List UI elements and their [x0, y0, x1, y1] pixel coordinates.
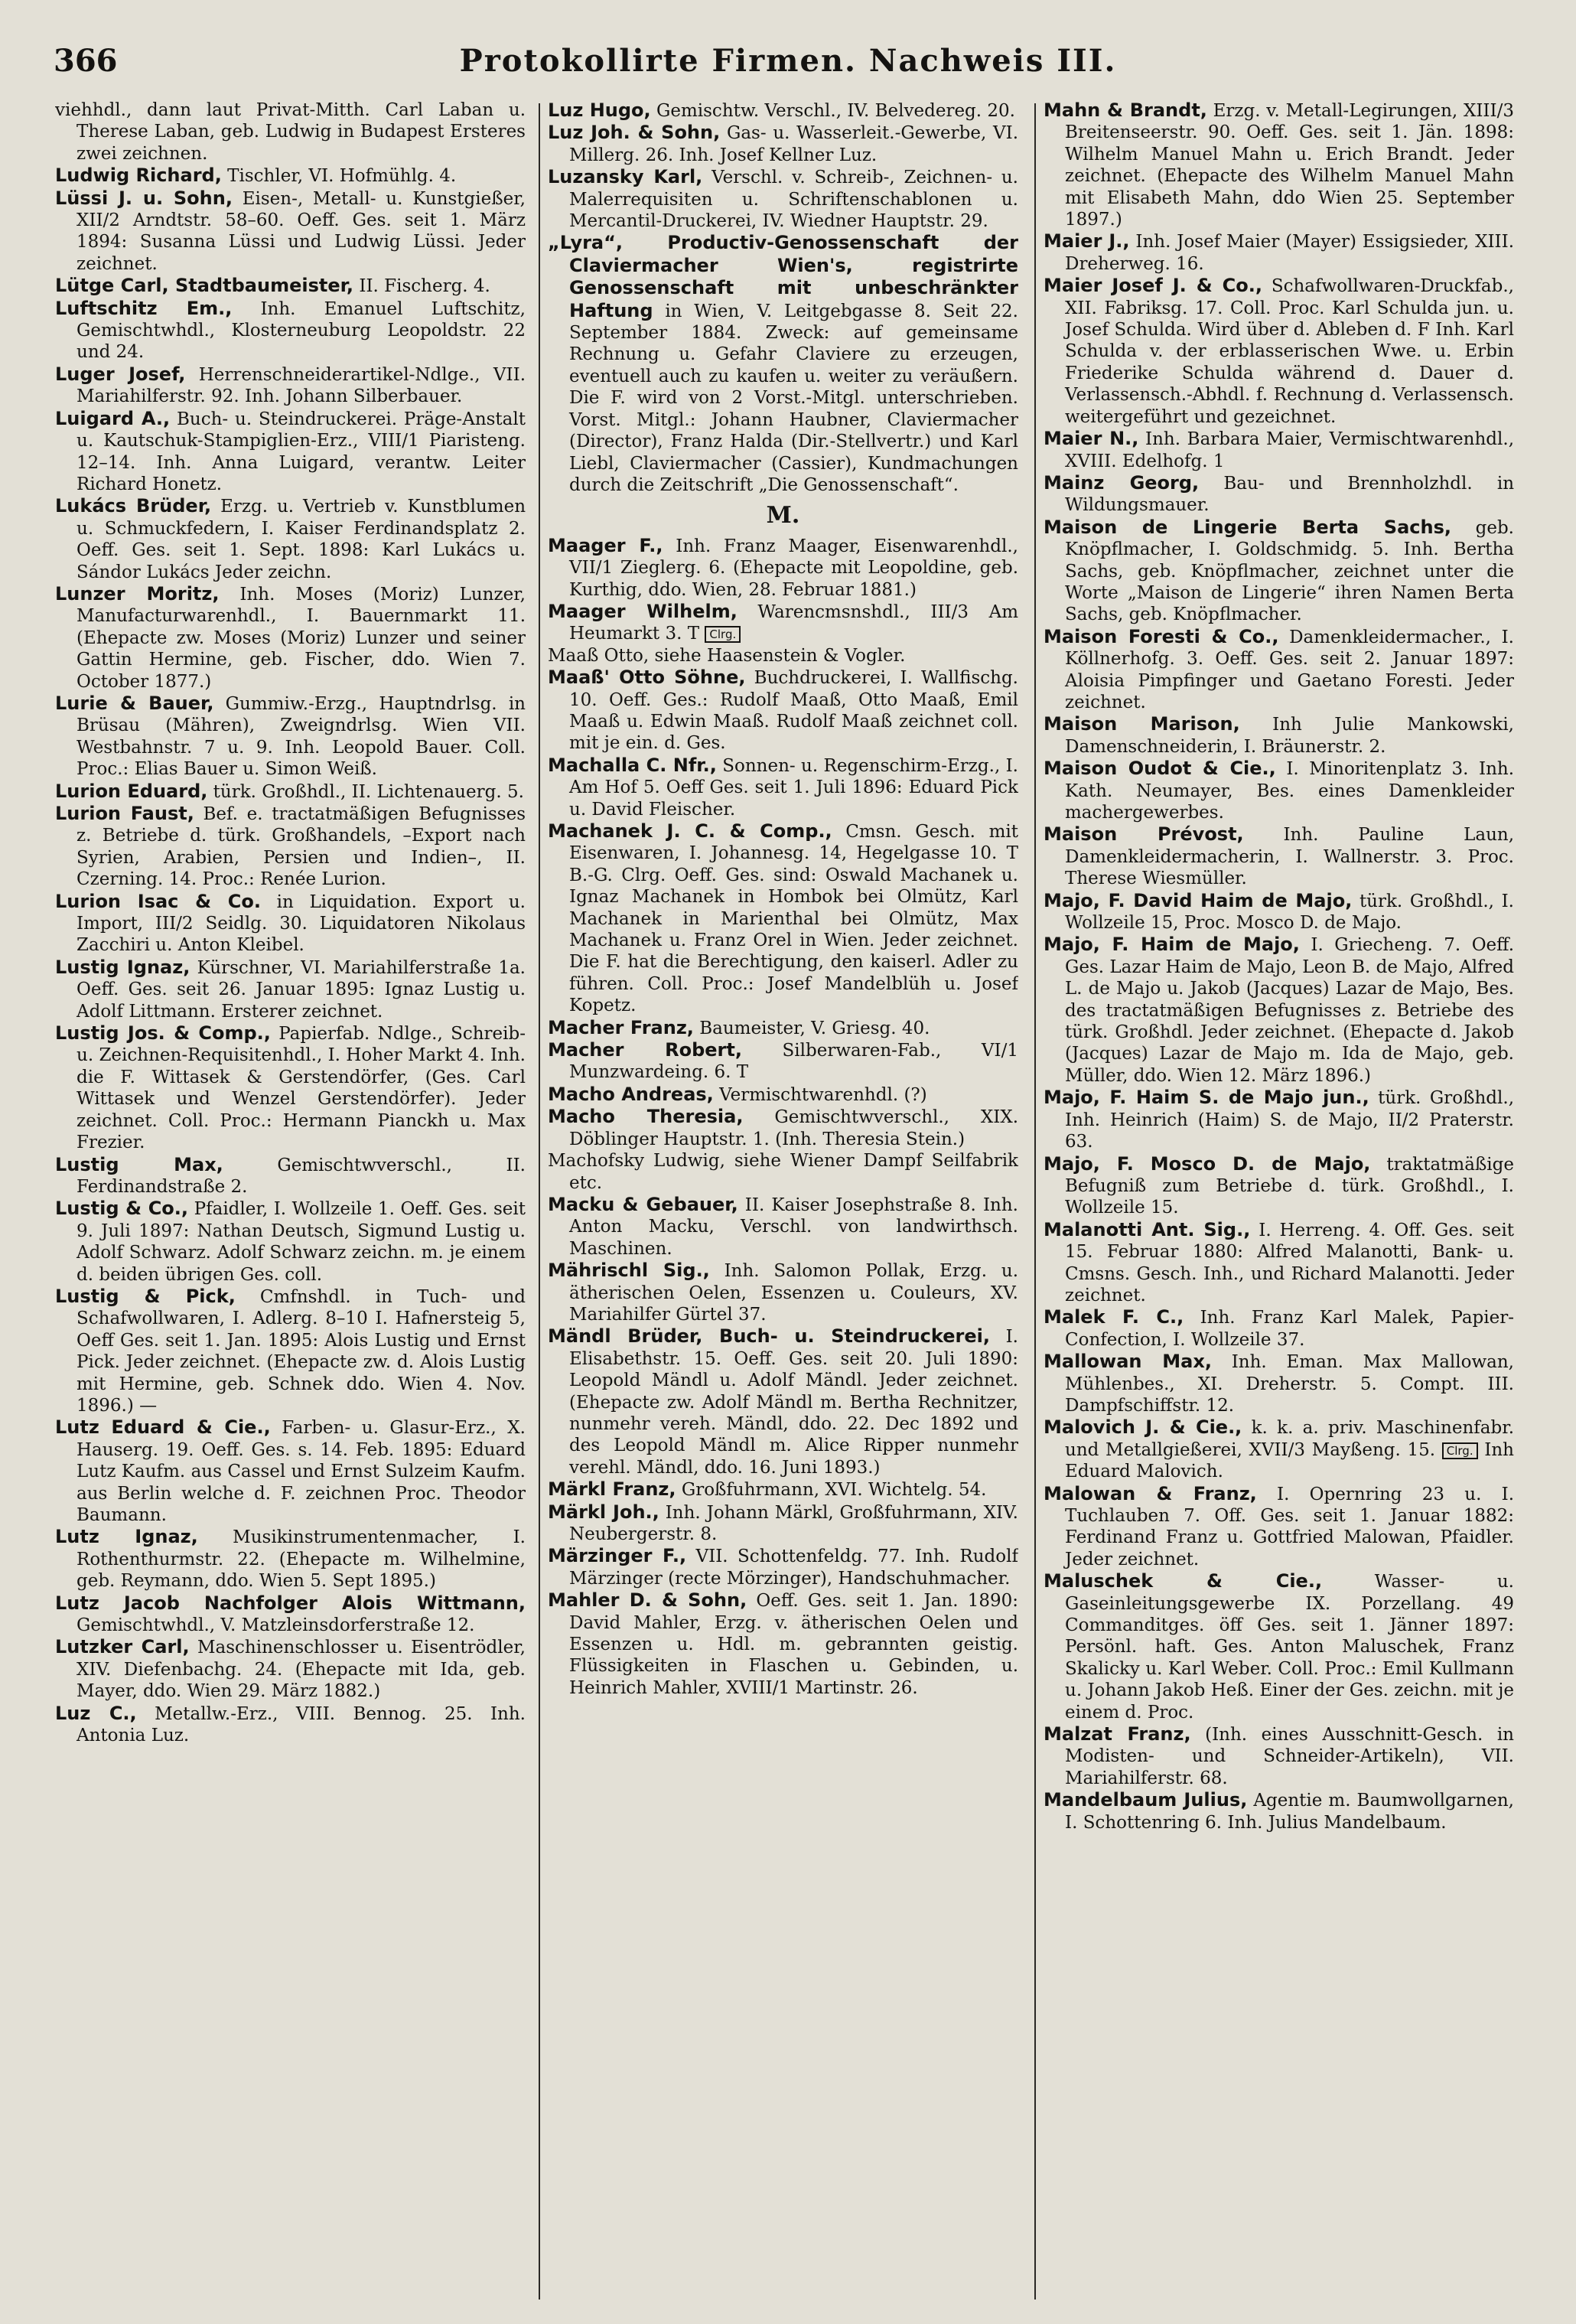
entry-text: Gemischtw. Verschl., IV. Belvedereg. 20.	[650, 101, 1015, 121]
directory-entry	[1044, 275, 1514, 428]
entry-firm-name: Lurie & Bauer,	[55, 692, 214, 714]
entry-firm-name: Mallowan Max,	[1044, 1351, 1212, 1373]
entry-firm-name: Malanotti Ant. Sig.,	[1044, 1218, 1251, 1240]
directory-entry	[55, 957, 526, 1022]
entry-firm-name: Majo, F. David Haim de Majo,	[1044, 889, 1353, 911]
entry-text: türk. Großhdl., Inh. Heinrich (Haim) S. de Majo, II/2 Praterstr. 63.	[1065, 1088, 1514, 1152]
entry-firm-name: Malovich J. & Cie.,	[1044, 1416, 1242, 1439]
directory-entry	[1044, 626, 1514, 714]
clearing-badge: Clrg.	[705, 626, 741, 643]
entry-firm-name: Märkl Franz,	[548, 1478, 676, 1501]
entry-text: geb. Knöpflmacher, I. Goldschmidg. 5. Inh. Bertha Sachs, geb. Knöpflmacher, zeichnet unter die Worte „Maison de Lingerie“ ihren Namen Berta Sachs, geb. Knöpflmacher.	[1065, 517, 1514, 625]
entry-firm-name: Maager Wilhelm,	[548, 600, 738, 622]
entry-text: Farben- u. Glasur-Erz., X. Hauserg. 19. Oeff. Ges. s. 14. Feb. 1895: Eduard Lutz Kaufm. aus Cassel und Ernst Sulzeim Kaufm. aus Berlin welche d. F. zeichnen Proc. Theodor Baumann.	[77, 1418, 526, 1525]
entry-firm-name: Mandelbaum Julius,	[1044, 1789, 1248, 1811]
entry-firm-name: Machanek J. C. & Comp.,	[548, 820, 832, 842]
entry-text: Großfuhrmann, XVI. Wichtelg. 54.	[676, 1480, 987, 1501]
entry-firm-name: Luigard A.,	[55, 407, 171, 429]
page-title: Protokollirte Firmen. Nachweis III.	[459, 43, 1117, 79]
entry-firm-name: Maison Foresti & Co.,	[1044, 625, 1279, 647]
entry-text: Buch- u. Steindruckerei. Präge-Anstalt u. Kautschuk-Stampiglien-Erz., VIII/1 Piaristeng. 12–14. Inh. Anna Luigard, verantw. Leiter Richard Honetz.	[77, 409, 526, 494]
entry-text: Damenkleidermacher., I. Köllnerhofg. 3. Oeff. Ges. seit 2. Januar 1897: Aloisia Pimpfinger und Gaetano Foresti. Jeder zeichnet.	[1065, 627, 1514, 712]
entry-firm-name: Lustig & Pick,	[55, 1285, 236, 1307]
entry-text: Gas- u. Wasserleit.-Gewerbe, VI. Millerg. 26. Inh. Josef Kellner Luz.	[569, 123, 1018, 165]
directory-entry	[55, 1416, 526, 1526]
entry-firm-name: Maluschek & Cie.,	[1044, 1570, 1323, 1592]
entry-text: Gemischtwhdl., V. Matzleinsdorferstraße 12.	[77, 1615, 475, 1636]
entry-text: Eisen-, Metall- u. Kunstgießer, XII/2 Arndtstr. 58–60. Oeff. Ges. seit 1. März 1894: Susanna Lüssi und Ludwig Lüssi. Jeder zeichnet.	[77, 188, 526, 274]
directory-entry	[55, 693, 526, 781]
entry-text: Inh. Josef Maier (Mayer) Essigsieder, XIII. Dreherweg. 16.	[1065, 232, 1514, 274]
entry-text: Verschl. v. Schreib-, Zeichnen- u. Malerrequisiten u. Schriftenschablonen u. Mercantil-Druckerei, IV. Wiedner Hauptstr. 29.	[569, 168, 1018, 232]
entry-firm-name: Majo, F. Haim S. de Majo jun.,	[1044, 1087, 1369, 1109]
entry-firm-name: Luger Josef,	[55, 363, 186, 385]
entry-firm-name: Märkl Joh.,	[548, 1501, 659, 1523]
entry-text: Vermischtwarenhdl. (?)	[713, 1084, 927, 1105]
entry-firm-name: Lustig Max,	[55, 1153, 223, 1175]
entry-firm-name: Maaß' Otto Söhne,	[548, 667, 746, 689]
entry-text: Sonnen- u. Regenschirm-Erzg., I. Am Hof 5. Oeff Ges. seit 1. Juli 1896: Eduard Pick u. David Fleischer.	[569, 755, 1018, 820]
section-letter: M.	[766, 502, 800, 530]
entry-text: Inh. Pauline Laun, Damenkleidermacherin, I. Wallnerstr. 3. Proc. Therese Wiesmüller.	[1065, 825, 1514, 889]
entry-firm-name: Maison de Lingerie Berta Sachs,	[1044, 516, 1451, 538]
directory-entry	[55, 495, 526, 583]
entry-text: Warencmsnshdl., III/3 Am Heumarkt 3. T	[569, 601, 1018, 644]
entry-text: traktatmäßige Befugniß zum Betriebe d. türk. Großhdl., I. Wollzeile 15.	[1065, 1154, 1514, 1218]
entry-text: Inh. Moses (Moriz) Lunzer, Manufacturwarenhdl., I. Bauernmarkt 11. (Ehepacte zw. Moses (Moriz) Lunzer und seiner Gattin Hermine, geb. Fischer, ddo. Wien 7. October 1877.)	[77, 584, 526, 692]
directory-entry	[55, 298, 526, 363]
entry-firm-name: Ludwig Richard,	[55, 165, 222, 187]
directory-entry	[1044, 1219, 1514, 1307]
directory-entry	[1044, 472, 1514, 517]
entry-text: Inh. Salomon Pollak, Erzg. u. ätherischen Oelen, Essenzen u. Couleurs, XV. Mariahilfer Gürtel 37.	[569, 1261, 1018, 1325]
entry-text: II. Fischerg. 4.	[353, 276, 490, 297]
directory-entry	[55, 1526, 526, 1592]
entry-text: Inh. Franz Karl Malek, Papier-Confection, I. Wollzeile 37.	[1065, 1308, 1514, 1350]
entry-firm-name: Maison Oudot & Cie.,	[1044, 758, 1276, 780]
entry-firm-name: Lutz Jacob Nachfolger Alois Wittmann,	[55, 1592, 526, 1614]
entry-firm-name: Lüssi J. u. Sohn,	[55, 187, 233, 209]
directory-entry	[548, 166, 1018, 232]
entry-text: Erzg. u. Vertrieb v. Kunstblumen u. Schmuckfedern, I. Kaiser Ferdinandsplatz 2. Oeff. Ges. seit 1. Sept. 1898: Karl Lukács u. Sándor Lukács Jeder zeichn.	[77, 497, 526, 582]
entry-text: Baumeister, V. Griesg. 40.	[693, 1018, 930, 1038]
entry-firm-name: Luftschitz Em.,	[55, 297, 233, 319]
entry-text: Kürschner, VI. Mariahilferstraße 1a. Oeff. Ges. seit 26. Januar 1895: Ignaz Lustig u. Adolf Littmann. Ersterer zeichnet.	[77, 957, 526, 1022]
directory-entry	[55, 781, 526, 803]
entry-firm-name: Maison Prévost,	[1044, 823, 1244, 846]
directory-entry	[55, 408, 526, 496]
entry-text: II. Kaiser Josephstraße 8. Inh. Anton Macku, Verschl. von landwirthsch. Maschinen.	[569, 1195, 1018, 1259]
entry-text: Inh. Johann Märkl, Großfuhrmann, XIV. Neubergerstr. 8.	[569, 1502, 1018, 1544]
page-header	[54, 43, 1522, 86]
directory-entry	[55, 1703, 526, 1747]
entry-firm-name: Mändl Brüder, Buch- u. Steindruckerei,	[548, 1325, 990, 1348]
directory-entry	[548, 1106, 1018, 1150]
entry-firm-name: Maier J.,	[1044, 230, 1130, 253]
directory-entry	[55, 363, 526, 408]
entry-text: Musikinstrumentenmacher, I. Rothenthurmstr. 22. (Ehepacte m. Wilhelmine, geb. Reymann, ddo. Wien 5. Sept 1895.)	[77, 1527, 526, 1592]
entry-text: Tischler, VI. Hofmühlg. 4.	[221, 166, 457, 187]
page-number: 366	[54, 43, 118, 79]
entry-firm-name: Majo, F. Haim de Majo,	[1044, 934, 1300, 956]
entry-firm-name: Machalla C. Nfr.,	[548, 754, 717, 776]
directory-entry	[548, 755, 1018, 820]
column-2	[548, 99, 1018, 2303]
entry-text: VII. Schottenfeldg. 77. Inh. Rudolf Märzinger (recte Mörzinger), Handschuhmacher.	[569, 1547, 1018, 1589]
entry-firm-name: Macho Theresia,	[548, 1106, 744, 1128]
directory-entry	[1044, 517, 1514, 626]
entry-firm-name: Lütge Carl, Stadtbaumeister,	[55, 275, 354, 297]
entry-firm-name: Lustig Jos. & Comp.,	[55, 1022, 271, 1045]
entry-firm-name: Lunzer Moritz,	[55, 582, 220, 605]
entry-text: Inh. Emanuel Luftschitz, Gemischtwhdl., Klosterneuburg Leopoldstr. 22 und 24.	[77, 298, 526, 363]
directory-entry	[1044, 1087, 1514, 1152]
entry-text-tail: Inh Eduard Malovich.	[1065, 1439, 1514, 1482]
directory-entry	[548, 645, 1018, 667]
entry-text: türk. Großhdl., I. Wollzeile 15, Proc. Mosco D. de Majo.	[1065, 891, 1514, 934]
entry-text: (Inh. eines Ausschnitt-Gesch. in Modisten- und Schneider-Artikeln), VII. Mariahilferstr. 68.	[1065, 1725, 1514, 1788]
entry-firm-name: Lutzker Carl,	[55, 1636, 190, 1658]
directory-entry	[548, 232, 1018, 496]
directory-entry	[1044, 823, 1514, 889]
entry-firm-name: Mainz Georg,	[1044, 471, 1200, 494]
directory-entry	[548, 1545, 1018, 1589]
directory-entry	[548, 535, 1018, 601]
directory-entry	[55, 1022, 526, 1153]
column-3	[1044, 99, 1514, 2303]
entry-text: I. Minoritenplatz 3. Inh. Kath. Neumayer, Bes. eines Damenkleider machergewerbes.	[1065, 759, 1514, 823]
entry-firm-name: Lutz Ignaz,	[55, 1526, 198, 1548]
entry-text: Oeff. Ges. seit 1. Jan. 1890: David Mahler, Erzg. v. ätherischen Oelen und Essenzen u. Hdl. m. gebrannten geistig. Flüssigkeiten in Flaschen u. Gebinden, u. Heinrich Mahler, XVIII/1 Martinstr. 26.	[569, 1591, 1018, 1698]
column-1	[55, 99, 526, 2303]
entry-text: in Liquidation. Export u. Import, III/2 Seidlg. 30. Liquidatoren Nikolaus Zacchiri u. Anton Kleibel.	[77, 891, 526, 956]
directory-entry	[55, 275, 526, 297]
entry-firm-name: Mahler D. & Sohn,	[548, 1589, 747, 1612]
directory-entry	[55, 891, 526, 957]
directory-entry	[548, 99, 1018, 122]
entry-firm-name: Macher Robert,	[548, 1039, 742, 1061]
entry-text: Agentie m. Baumwollgarnen, I. Schottenring 6. Inh. Julius Mandelbaum.	[1065, 1791, 1514, 1833]
entry-text: Inh. Barbara Maier, Vermischtwarenhdl., XVIII. Edelhofg. 1	[1065, 429, 1514, 471]
directory-entry	[1044, 934, 1514, 1087]
directory-entry	[55, 99, 526, 165]
entry-text: Erzg. v. Metall-Legirungen, XIII/3 Breitenseerstr. 90. Oeff. Ges. seit 1. Jän. 1898: Wilhelm Manuel Mahn u. Erich Brandt. Jeder zeichnet. (Ehepacte des Wilhelm Manuel Mahn mit Elisabeth Mahn, ddo Wien 25. September 1897.)	[1065, 101, 1514, 230]
entry-text: k. k. a. priv. Maschinenfabr. und Metallgießerei, XVII/3 Mayßeng. 15.	[1065, 1418, 1514, 1460]
directory-entry	[55, 187, 526, 275]
directory-entry	[548, 1150, 1018, 1194]
entry-firm-name: Lukács Brüder,	[55, 495, 212, 517]
directory-entry	[548, 820, 1018, 1017]
directory-entry	[55, 1592, 526, 1637]
directory-entry	[1044, 1723, 1514, 1789]
column-2-part-a	[548, 99, 1018, 496]
entry-firm-name: Luz Joh. & Sohn,	[548, 122, 721, 144]
entry-firm-name: „Lyra“, Productiv-Genossenschaft der Claviermacher Wien's, registrirte Genossenschaft mit unbeschränkter Haftung	[548, 232, 1018, 321]
entry-text: Metallw.-Erz., VIII. Bennog. 25. Inh. Antonia Luz.	[77, 1703, 526, 1746]
directory-entry	[1044, 713, 1514, 758]
entry-firm-name: Märzinger F.,	[548, 1545, 687, 1567]
entry-firm-name: Luzansky Karl,	[548, 166, 703, 188]
entry-text: Inh Julie Mankowski, Damenschneiderin, I. Bräunerstr. 2.	[1065, 715, 1514, 757]
entry-firm-name: Maager F.,	[548, 534, 663, 556]
entry-text: Inh. Eman. Max Mallowan, Mühlenbes., XI. Dreherstr. 5. Compt. III. Dampfschiffstr. 12.	[1065, 1352, 1514, 1416]
entry-text: Cmfnshdl. in Tuch- und Schafwollwaren, I. Adlerg. 8–10 I. Hafnersteig 5, Oeff Ges. seit 1. Jan. 1895: Alois Lustig und Ernst Pick. Jeder zeichnet. (Ehepacte zw. d. Alois Lustig mit Hermine, geb. Schnek ddo. Wien 4. Nov. 1896.) —	[77, 1286, 526, 1416]
entry-text: Pfaidler, I. Wollzeile 1. Oeff. Ges. seit 9. Juli 1897: Nathan Deutsch, Sigmund Lustig u. Adolf Schwarz. Adolf Schwarz zeichn. m. je einem d. beiden übrigen Ges. coll.	[77, 1199, 526, 1285]
entry-firm-name: Macher Franz,	[548, 1016, 694, 1038]
entry-firm-name: Mährischl Sig.,	[548, 1260, 710, 1282]
directory-entry	[1044, 1351, 1514, 1416]
directory-entry	[1044, 890, 1514, 934]
directory-entry	[548, 1084, 1018, 1106]
entry-text: I. Herreng. 4. Off. Ges. seit 15. Februar 1880: Alfred Malanotti, Bank- u. Cmsns. Gesch. Inh., und Richard Malanotti. Jeder zeichnet.	[1065, 1220, 1514, 1305]
directory-entry	[55, 1198, 526, 1286]
entry-text: Gummiw.-Erzg., Hauptndrlsg. in Brüsau (Mähren), Zweigndrlsg. Wien VII. Westbahnstr. 7 u. 9. Inh. Leopold Bauer. Coll. Proc.: Elias Bauer u. Simon Weiß.	[77, 693, 526, 780]
directory-entry	[548, 1194, 1018, 1260]
directory-entry	[55, 1286, 526, 1416]
directory-entry	[55, 1154, 526, 1198]
entry-firm-name: Maison Marison,	[1044, 713, 1240, 735]
entry-text: Papierfab. Ndlge., Schreib- u. Zeichnen-Requisitenhdl., I. Hoher Markt 4. Inh. die F. Wittasek & Gerstendörfer, (Ges. Carl Wittasek und Wenzel Gerstendörfer). Jeder zeichnet. Coll. Proc.: Hermann Pianckh u. Max Frezier.	[77, 1024, 526, 1153]
entry-firm-name: Malowan & Franz,	[1044, 1482, 1257, 1504]
entry-text: Silberwaren-Fab., VI/1 Munzwardeing. 6. T	[569, 1041, 1018, 1083]
entry-firm-name: Luz C.,	[55, 1702, 137, 1724]
directory-entry	[55, 1636, 526, 1702]
entry-firm-name: Mahn & Brandt,	[1044, 99, 1207, 121]
entry-firm-name: Majo, F. Mosco D. de Majo,	[1044, 1152, 1371, 1175]
column-divider	[539, 103, 540, 2300]
entry-text: I. Elisabethstr. 15. Oeff. Ges. seit 20. Juli 1890: Leopold Mändl u. Adolf Mändl. Jeder zeichnet. (Ehepacte zw. Adolf Mändl m. Bertha Rechnitzer, nunmehr vereh. Mändl, ddo. 22. Dec 1892 und des Leopold Mändl m. Alice Ripper nunmehr verehl. Mändl, ddo. 16. Juni 1893.)	[569, 1327, 1018, 1478]
entry-firm-name: Malzat Franz,	[1044, 1723, 1191, 1745]
entry-text: Maaß Otto, siehe Haasenstein & Vogler.	[548, 645, 906, 666]
entry-firm-name: Lutz Eduard & Cie.,	[55, 1416, 271, 1439]
directory-entry	[548, 1325, 1018, 1478]
directory-entry	[548, 667, 1018, 755]
directory-entry	[548, 122, 1018, 166]
directory-entry	[1044, 1153, 1514, 1219]
entry-text: Herrenschneiderartikel-Ndlge., VII. Mariahilferstr. 92. Inh. Johann Silberbauer.	[77, 364, 526, 407]
column-divider	[1034, 103, 1036, 2300]
entry-text: Schafwollwaren-Druckfab., XII. Fabriksg. 17. Coll. Proc. Karl Schulda jun. u. Josef Schulda. Wird über d. Ableben d. F Inh. Karl Schulda v. der erblasserischen Wwe. u. Erbin Friederike Schulda während d. Dauer d. Verlassensch.-Abhdl. f. Rechnung d. Verlassensch. weitergeführt und gezeichnet.	[1065, 276, 1514, 427]
directory-entry	[548, 1017, 1018, 1039]
entry-firm-name: Malek F. C.,	[1044, 1306, 1184, 1328]
entry-firm-name: Lustig Ignaz,	[55, 956, 190, 978]
entry-text: Inh. Franz Maager, Eisenwarenhdl., VII/1 Zieglerg. 6. (Ehepacte mit Leopoldine, geb. Kurthig, ddo. Wien, 28. Februar 1881.)	[569, 536, 1018, 600]
directory-entry	[1044, 758, 1514, 823]
directory-entry	[1044, 1570, 1514, 1723]
directory-entry	[548, 1260, 1018, 1325]
directory-entry	[1044, 1789, 1514, 1833]
entry-firm-name: Macku & Gebauer,	[548, 1193, 738, 1215]
entry-firm-name: Lustig & Co.,	[55, 1198, 189, 1220]
directory-entry	[548, 601, 1018, 645]
entry-text: Buchdruckerei, I. Wallfischg. 10. Oeff. Ges.: Rudolf Maaß, Otto Maaß, Emil Maaß u. Edwin Maaß. Rudolf Maaß zeichnet coll. mit je ein. d. Ges.	[569, 668, 1018, 754]
directory-entry	[1044, 1306, 1514, 1351]
entry-text: Wasser- u. Gaseinleitungsgewerbe IX. Porzellang. 49 Commanditges. öff Ges. seit 1. Jänner 1897: Persönl. haft. Ges. Anton Maluschek, Franz Skalicky u. Karl Weber. Coll. Proc.: Emil Kullmann u. Johann Jakob Heß. Einer der Ges. zeichn. mit je einem d. Proc.	[1065, 1572, 1514, 1723]
entry-text: Cmsn. Gesch. mit Eisenwaren, I. Johannesg. 14, Hegelgasse 10. T B.-G. Clrg. Oeff. Ges. sind: Oswald Machanek u. Ignaz Machanek in Hombok bei Olmütz, Karl Machanek in Marienthal bei Olmütz, Max Machanek u. Franz Orel in Wien. Jeder zeichnet. Die F. hat die Berechtigung, den kaiserl. Adler zu führen. Coll. Proc.: Josef Mandelblüh u. Josef Kopetz.	[569, 822, 1018, 1016]
entry-text: Maschinenschlosser u. Eisentrödler, XIV. Diefenbachg. 24. (Ehepacte mit Ida, geb. Mayer, ddo. Wien 29. März 1882.)	[77, 1638, 526, 1702]
directory-entry	[55, 583, 526, 693]
entry-text: I. Griecheng. 7. Oeff. Ges. Lazar Haim de Majo, Leon B. de Majo, Alfred L. de Majo u. Jakob (Jacques) Lazar de Majo, Bes. des tractatmäßigen Befugnisses z. Betriebe des türk. Großhdl. Jeder zeichnet. (Ehepacte d. Jakob (Jacques) Lazar de Majo m. Ida de Majo, geb. Müller, ddo. Wien 12. März 1896.)	[1065, 935, 1514, 1086]
directory-entry	[1044, 230, 1514, 275]
directory-entry	[548, 1589, 1018, 1699]
entry-firm-name: Lurion Eduard,	[55, 780, 208, 802]
entry-firm-name: Macho Andreas,	[548, 1083, 714, 1105]
entry-firm-name: Lurion Faust,	[55, 803, 194, 824]
directory-entry	[55, 803, 526, 891]
entry-text: Bau- und Brennholzhdl. in Wildungsmauer.	[1065, 473, 1514, 516]
entry-text: in Wien, V. Leitgebgasse 8. Seit 22. September 1884. Zweck: auf gemeinsame Rechnung u. Gefahr Claviere zu erzeugen, eventuell auch zu kaufen u. weiter zu veräußern. Die F. wird von 2 Vorst.-Mitgl. unterschrieben. Vorst. Mitgl.: Johann Haubner, Claviermacher (Director), Franz Halda (Dir.-Stellvertr.) und Karl Liebl, Claviermacher (Cassier), Kundmachungen durch die Zeitschrift „Die Genossenschaft“.	[569, 301, 1018, 495]
entry-text: Gemischtwverschl., II. Ferdinandstraße 2.	[77, 1155, 526, 1197]
clearing-badge: Clrg.	[1442, 1442, 1478, 1459]
entry-firm-name: Luz Hugo,	[548, 99, 651, 121]
directory-entry	[1044, 1483, 1514, 1571]
directory-entry	[1044, 428, 1514, 472]
entry-text: I. Opernring 23 u. I. Tuchlauben 7. Off. Ges. seit 1. Januar 1882: Ferdinand Franz u. Gottfried Malowan, Pfaidler. Jeder zeichnet.	[1065, 1484, 1514, 1569]
entry-text: viehhdl., dann laut Privat-Mitth. Carl Laban u. Therese Laban, geb. Ludwig in Budapest Ersteres zwei zeichnen.	[55, 100, 526, 164]
directory-entry	[548, 1039, 1018, 1084]
column-2-part-b	[548, 535, 1018, 1700]
directory-entry	[548, 1501, 1018, 1546]
entry-firm-name: Maier Josef J. & Co.,	[1044, 275, 1262, 297]
entry-text: Machofsky Ludwig, siehe Wiener Dampf Seilfabrik etc.	[548, 1151, 1018, 1193]
directory-entry	[1044, 1416, 1514, 1482]
entry-firm-name: Maier N.,	[1044, 428, 1139, 450]
entry-text: Bef. e. tractatmäßigen Befugnisses z. Betriebe d. türk. Großhandels, –Export nach Syrien, Arabien, Persien und Indien–, II. Czerning. 14. Proc.: Renée Lurion.	[77, 804, 526, 890]
directory-entry	[1044, 99, 1514, 230]
entry-text: Gemischtwverschl., XIX. Döblinger Hauptstr. 1. (Inh. Theresia Stein.)	[569, 1107, 1018, 1149]
entry-firm-name: Lurion Isac & Co.	[55, 890, 261, 912]
entry-text: türk. Großhdl., II. Lichtenauerg. 5.	[207, 781, 524, 802]
directory-entry	[55, 165, 526, 187]
directory-entry	[548, 1478, 1018, 1501]
